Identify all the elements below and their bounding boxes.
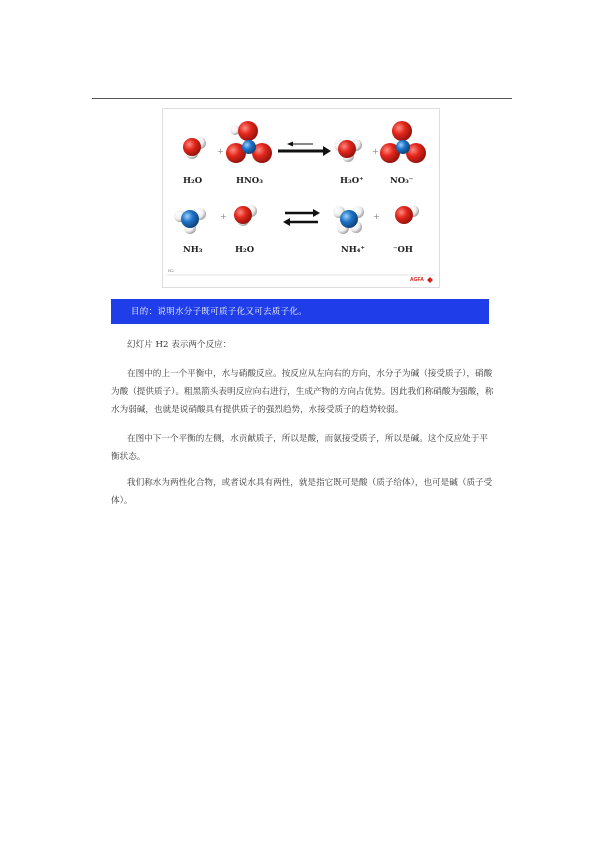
plus-sign: + [372, 147, 379, 156]
slide-caption-bar [111, 299, 489, 324]
hydroxide-molecule [395, 205, 419, 224]
hydronium-molecule [334, 139, 362, 162]
top-rule [92, 98, 512, 99]
slide-caption: 目的：说明水分子既可质子化又可去质子化。 [131, 307, 308, 317]
label-h2o: H₂O [235, 245, 255, 255]
label-oh: ⁻OH [393, 245, 413, 255]
label-no3: NO₃⁻ [390, 176, 414, 186]
label-nh3: NH₃ [183, 245, 203, 255]
body-paragraph: 我们称水为两性化合物，或者说水具有两性，就是指它既可是酸（质子给体），也可是碱（质子受体）。 [111, 478, 493, 506]
agfa-logo: AGFA [410, 277, 424, 283]
intro-paragraph: 幻灯片 H2 表示两个反应： [127, 340, 232, 350]
nitric-acid-molecule [226, 121, 272, 163]
ammonium-molecule [333, 206, 364, 234]
ammonia-molecule [174, 208, 206, 234]
agfa-logo-mark [427, 277, 433, 283]
label-nh4: NH₄⁺ [341, 245, 366, 255]
label-h2o: H₂O [183, 176, 203, 186]
label-hno3: HNO₃ [236, 176, 263, 186]
reaction-slide [162, 108, 440, 288]
plus-sign: + [220, 212, 227, 221]
water-molecule [234, 205, 257, 226]
slide-number: H2 [168, 268, 175, 273]
body-paragraph: 在图中的上一个平衡中，水与硝酸反应。按反应从左向右的方向，水分子为碱（接受质子），硝酸为酸（提供质子）。粗黑箭头表明反应向右进行，生成产物的方向占优势。因此我们称硝酸为强酸，称水为弱碱，也就是说硝酸具有提供质子的强烈趋势，水接受质子的趋势较弱。 [111, 369, 494, 415]
label-h3o: H₃O⁺ [340, 176, 364, 186]
plus-sign: + [217, 147, 224, 156]
equilibrium-arrow-strong [278, 142, 331, 157]
reaction-diagram [163, 109, 439, 287]
equilibrium-arrow-balanced [283, 209, 320, 226]
plus-sign: + [373, 212, 380, 221]
nitrate-molecule [380, 121, 426, 163]
body-paragraph: 在图中下一个平衡的左侧，水贡献质子，所以是酸，而氨接受质子，所以是碱。这个反应处于平衡状态。 [111, 434, 488, 462]
water-molecule [183, 137, 206, 159]
